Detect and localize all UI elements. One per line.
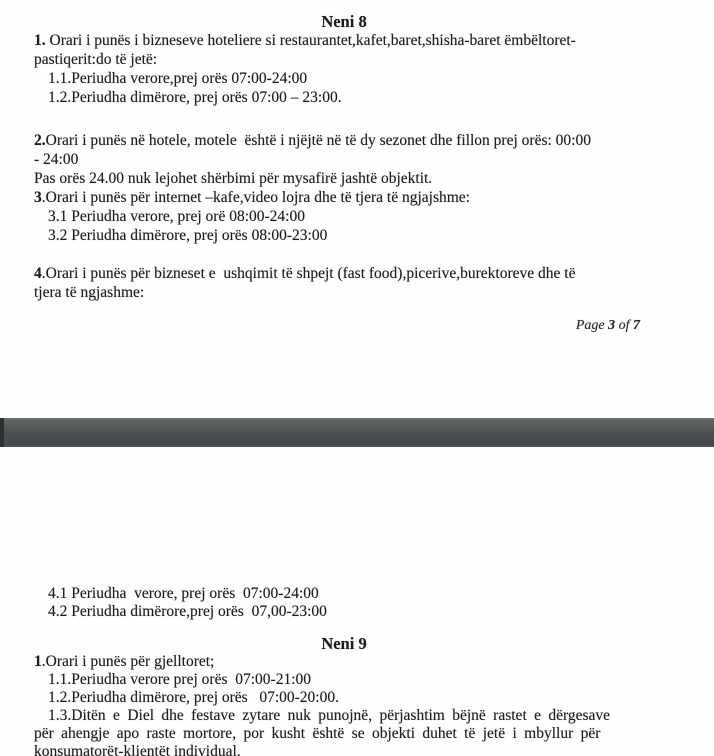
line-text: konsumatorët-klientët individual. xyxy=(34,743,241,756)
spacer xyxy=(0,107,714,131)
line-text: 1.1.Periudha verore,prej orës 07:00-24:00 xyxy=(48,70,308,87)
line-text: Neni 8 xyxy=(321,12,367,31)
line-text: Pas orës 24.00 nuk lejohet shërbimi për mysafirë jashtë objektit. xyxy=(34,170,433,187)
text-line xyxy=(34,188,704,207)
text-line xyxy=(34,31,704,50)
section-heading xyxy=(0,12,714,31)
bold-prefix: 4 xyxy=(34,265,42,282)
paragraph xyxy=(34,707,702,756)
paragraph xyxy=(34,169,704,188)
line-text: 4.1 Periudha verore, prej orës 07:00-24:00 xyxy=(48,585,319,602)
text-line xyxy=(34,743,702,756)
line-text: 1.2.Periudha dimërore, prej orës 07:00-20:00. xyxy=(48,689,339,706)
line-text: Neni 9 xyxy=(321,634,367,653)
list-item xyxy=(48,207,714,226)
text-line xyxy=(34,264,704,283)
line-text: .Orari i punës për bizneset e ushqimit të shpejt (fast food),picerive,burektoreve dhe të xyxy=(41,265,576,282)
bold-prefix: 1. xyxy=(34,32,46,49)
text-line xyxy=(34,131,704,150)
line-text: 1.2.Periudha dimërore, prej orës 07:00 – 23:00. xyxy=(48,89,342,106)
list-item xyxy=(48,671,714,689)
page-indicator-word-page: Page xyxy=(575,318,609,333)
spacer xyxy=(0,245,714,264)
spacer xyxy=(0,621,714,635)
line-text: Orari i punës i bizneseve hoteliere si restaurantet,kafet,baret,shisha-baret ëmbëltoret- xyxy=(45,32,576,49)
document-page-2 xyxy=(0,447,714,756)
text-line xyxy=(34,150,704,169)
text-line xyxy=(34,50,704,69)
section-heading xyxy=(0,635,714,653)
text-line xyxy=(34,169,704,188)
list-item xyxy=(48,69,714,88)
text-line xyxy=(48,226,714,245)
list-item xyxy=(48,585,714,603)
list-item xyxy=(48,603,714,621)
line-text: - 24:00 xyxy=(34,151,79,168)
line-text: 4.2 Periudha dimërore,prej orës 07,00-23:00 xyxy=(48,603,327,620)
bold-prefix: 2. xyxy=(34,132,46,149)
text-line xyxy=(48,671,714,689)
bold-prefix: 3 xyxy=(34,189,42,206)
list-item xyxy=(48,88,714,107)
page-1-content xyxy=(0,12,714,335)
page-indicator-word-of: of xyxy=(615,318,633,333)
paragraph xyxy=(34,188,704,207)
page-separator-left-edge xyxy=(0,418,4,447)
line-text: 3.2 Periudha dimërore, prej orës 08:00-23:00 xyxy=(48,227,328,244)
page-2-content xyxy=(0,585,714,756)
text-line xyxy=(34,707,702,725)
text-line xyxy=(48,689,714,707)
text-line xyxy=(34,653,704,671)
list-item xyxy=(48,689,714,707)
page-indicator-total: 7 xyxy=(633,318,640,333)
paragraph xyxy=(34,264,704,302)
line-text: 1.1.Periudha verore prej orës 07:00-21:00 xyxy=(48,671,312,688)
list-item xyxy=(48,226,714,245)
text-line xyxy=(34,283,704,302)
page-indicator-number: 3 xyxy=(608,318,616,333)
text-line xyxy=(0,12,701,31)
page-separator-bar xyxy=(0,418,714,447)
text-line xyxy=(48,88,714,107)
line-text: pastiqerit:do të jetë: xyxy=(34,51,158,68)
text-line xyxy=(48,69,714,88)
line-text: .Orari i punës për internet –kafe,video lojra dhe të tjera të ngjajshme: xyxy=(41,189,470,206)
line-text: tjera të ngjashme: xyxy=(34,284,145,301)
paragraph xyxy=(34,653,704,671)
line-text: Orari i punës në hotele, motele është i njëjtë në të dy sezonet dhe fillon prej orës: 00:00 xyxy=(45,132,591,149)
paragraph xyxy=(34,31,704,69)
paragraph xyxy=(34,131,704,169)
line-text: për ahengje apo raste mortore, por kusht është se objekti duhet të jetë i mbyllur për xyxy=(34,725,601,742)
text-line xyxy=(48,585,714,603)
page-indicator xyxy=(0,316,714,335)
spacer xyxy=(0,302,714,316)
line-text: 3.1 Periudha verore, prej orë 08:00-24:00 xyxy=(48,208,305,225)
text-line xyxy=(0,635,701,653)
text-line xyxy=(48,207,714,226)
text-line xyxy=(34,725,702,743)
line-text: .Orari i punës për gjelltoret; xyxy=(41,653,215,670)
bold-prefix: 1 xyxy=(34,653,42,670)
text-line xyxy=(48,603,714,621)
line-text: 1.3.Ditën e Diel dhe festave zytare nuk punojnë, përjashtim bëjnë rastet e dërgesave xyxy=(48,707,611,724)
